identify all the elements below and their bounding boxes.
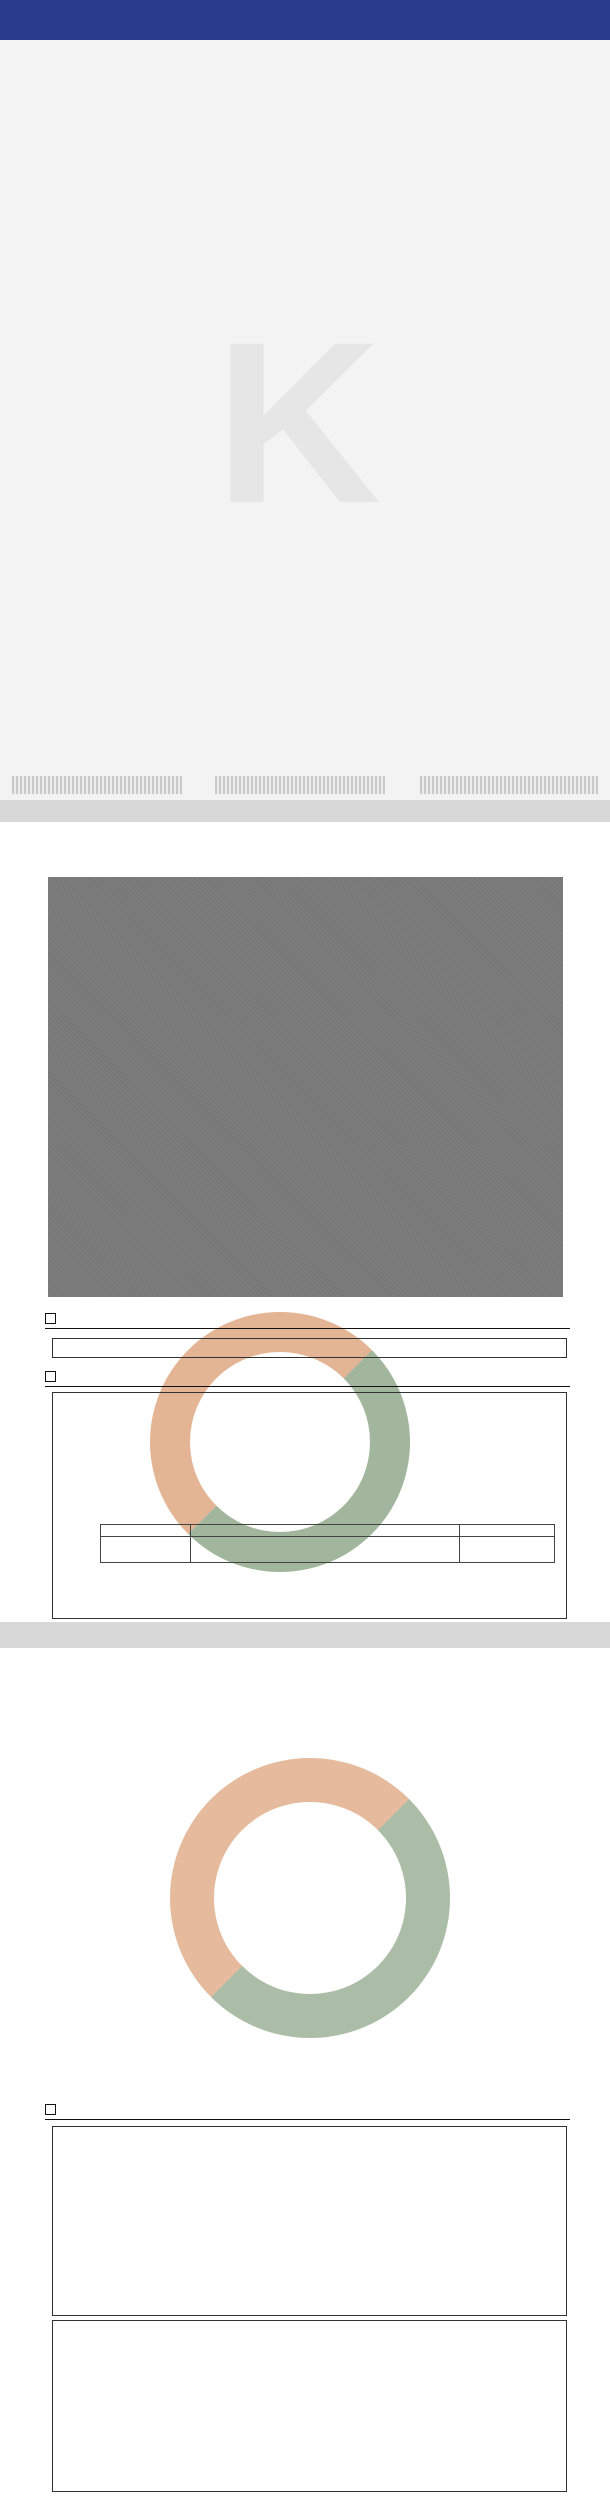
dilution-header bbox=[191, 1525, 460, 1537]
approval-attachment-page-1 bbox=[0, 822, 610, 1622]
section-rule bbox=[45, 2119, 570, 2120]
section-rule bbox=[45, 1328, 570, 1329]
product-image-placeholder bbox=[48, 877, 563, 1297]
edge-texture bbox=[420, 776, 598, 794]
usage-title bbox=[45, 1370, 61, 1384]
usage-box bbox=[52, 1392, 567, 1619]
checkbox-icon bbox=[45, 1313, 56, 1324]
caution-title bbox=[45, 2103, 61, 2117]
dilution-ratio bbox=[460, 1537, 555, 1563]
approval-attachment-page-2 bbox=[0, 1648, 610, 2498]
dilution-table bbox=[100, 1524, 555, 1563]
test-report-page bbox=[0, 0, 610, 800]
section-rule bbox=[45, 1386, 570, 1387]
efficacy-title bbox=[45, 1312, 61, 1326]
general-caution-box bbox=[52, 2320, 567, 2492]
dilution-header bbox=[101, 1525, 191, 1537]
edge-texture bbox=[215, 776, 385, 794]
dilution-method bbox=[101, 1537, 191, 1563]
checkbox-icon bbox=[45, 1371, 56, 1382]
institute-seal bbox=[170, 1758, 450, 2038]
dilution-instruction bbox=[191, 1537, 460, 1563]
efficacy-box bbox=[52, 1338, 567, 1358]
first-aid-box bbox=[52, 2126, 567, 2316]
kcl-banner bbox=[0, 0, 610, 40]
edge-texture bbox=[12, 776, 182, 794]
dilution-header bbox=[460, 1525, 555, 1537]
checkbox-icon bbox=[45, 2104, 56, 2115]
kcl-watermark: K bbox=[215, 294, 382, 551]
report-footer bbox=[38, 750, 575, 772]
